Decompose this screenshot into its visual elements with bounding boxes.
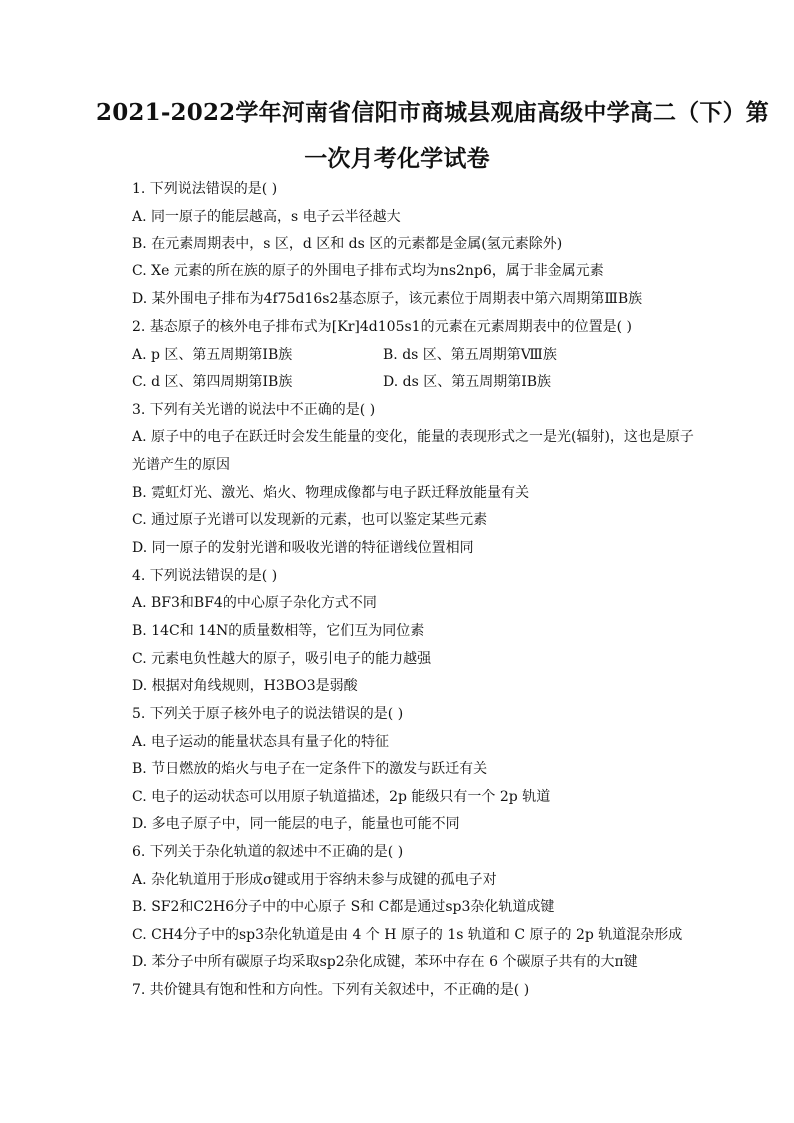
question-4-option-a: A. BF3和BF4的中心原子杂化方式不同 [132,595,377,611]
question-3-option-a-cont: 光谱产生的原因 [132,457,230,473]
page-title-line-1: 2021-2022学年河南省信阳市商城县观庙高级中学高二（下）第 [96,99,769,126]
question-6-option-d: D. 苯分子中所有碳原子均采取sp2杂化成键，苯环中存在 6 个碳原子共有的大π键 [132,954,638,970]
question-5: 5. 下列关于原子核外电子的说法错误的是( ) [132,706,404,722]
question-1: 1. 下列说法错误的是( ) [132,181,278,197]
question-1-option-d: D. 某外围电子排布为4f75d16s2基态原子，该元素位于周期表中第六周期第ⅢB族 [132,291,643,307]
question-7: 7. 共价键具有饱和性和方向性。下列有关叙述中，不正确的是( ) [132,982,530,998]
question-6-option-a: A. 杂化轨道用于形成σ键或用于容纳未参与成键的孤电子对 [132,872,497,888]
question-2-option-a: A. p 区、第五周期第ⅠB族 [132,347,293,363]
question-5-option-d: D. 多电子原子中，同一能层的电子，能量也可能不同 [132,816,460,832]
question-1-option-c: C. Xe 元素的所在族的原子的外围电子排布式均为ns2np6，属于非金属元素 [132,263,604,279]
question-2: 2. 基态原子的核外电子排布式为[Kr]4d105s1的元素在元素周期表中的位置是( ) [132,319,632,335]
question-6-option-b: B. SF2和C2H6分子中的中心原子 S和 C都是通过sp3杂化轨道成键 [132,899,555,915]
question-5-option-b: B. 节日燃放的焰火与电子在一定条件下的激发与跃迁有关 [132,761,488,777]
question-5-option-c: C. 电子的运动状态可以用原子轨道描述，2p 能级只有一个 2p 轨道 [132,789,551,805]
question-2-option-c: C. d 区、第四周期第ⅠB族 [132,374,293,390]
question-4: 4. 下列说法错误的是( ) [132,568,278,584]
question-1-option-b: B. 在元素周期表中，s 区，d 区和 ds 区的元素都是金属(氢元素除外) [132,236,563,252]
question-6-option-c: C. CH4分子中的sp3杂化轨道是由 4 个 H 原子的 1s 轨道和 C 原子的 2p 轨道混杂形成 [132,927,683,943]
question-5-option-a: A. 电子运动的能量状态具有量子化的特征 [132,734,390,750]
question-3-option-c: C. 通过原子光谱可以发现新的元素，也可以鉴定某些元素 [132,512,488,528]
question-4-option-c: C. 元素电负性越大的原子，吸引电子的能力越强 [132,651,432,667]
question-4-option-b: B. 14C和 14N的质量数相等，它们互为同位素 [132,623,425,639]
question-4-option-d: D. 根据对角线规则，H3BO3是弱酸 [132,678,358,694]
question-3-option-d: D. 同一原子的发射光谱和吸收光谱的特征谱线位置相同 [132,540,474,556]
question-1-option-a: A. 同一原子的能层越高，s 电子云半径越大 [132,209,401,225]
page-title-line-2: 一次月考化学试卷 [304,145,490,172]
question-6: 6. 下列关于杂化轨道的叙述中不正确的是( ) [132,844,404,860]
question-3: 3. 下列有关光谱的说法中不正确的是( ) [132,402,376,418]
question-3-option-a: A. 原子中的电子在跃迁时会发生能量的变化，能量的表现形式之一是光(辐射)，这也是原子 [132,429,694,445]
question-2-option-b: B. ds 区、第五周期第Ⅷ族 [383,347,557,363]
question-2-option-d: D. ds 区、第五周期第ⅠB族 [383,374,552,390]
question-3-option-b: B. 霓虹灯光、激光、焰火、物理成像都与电子跃迁释放能量有关 [132,485,530,501]
